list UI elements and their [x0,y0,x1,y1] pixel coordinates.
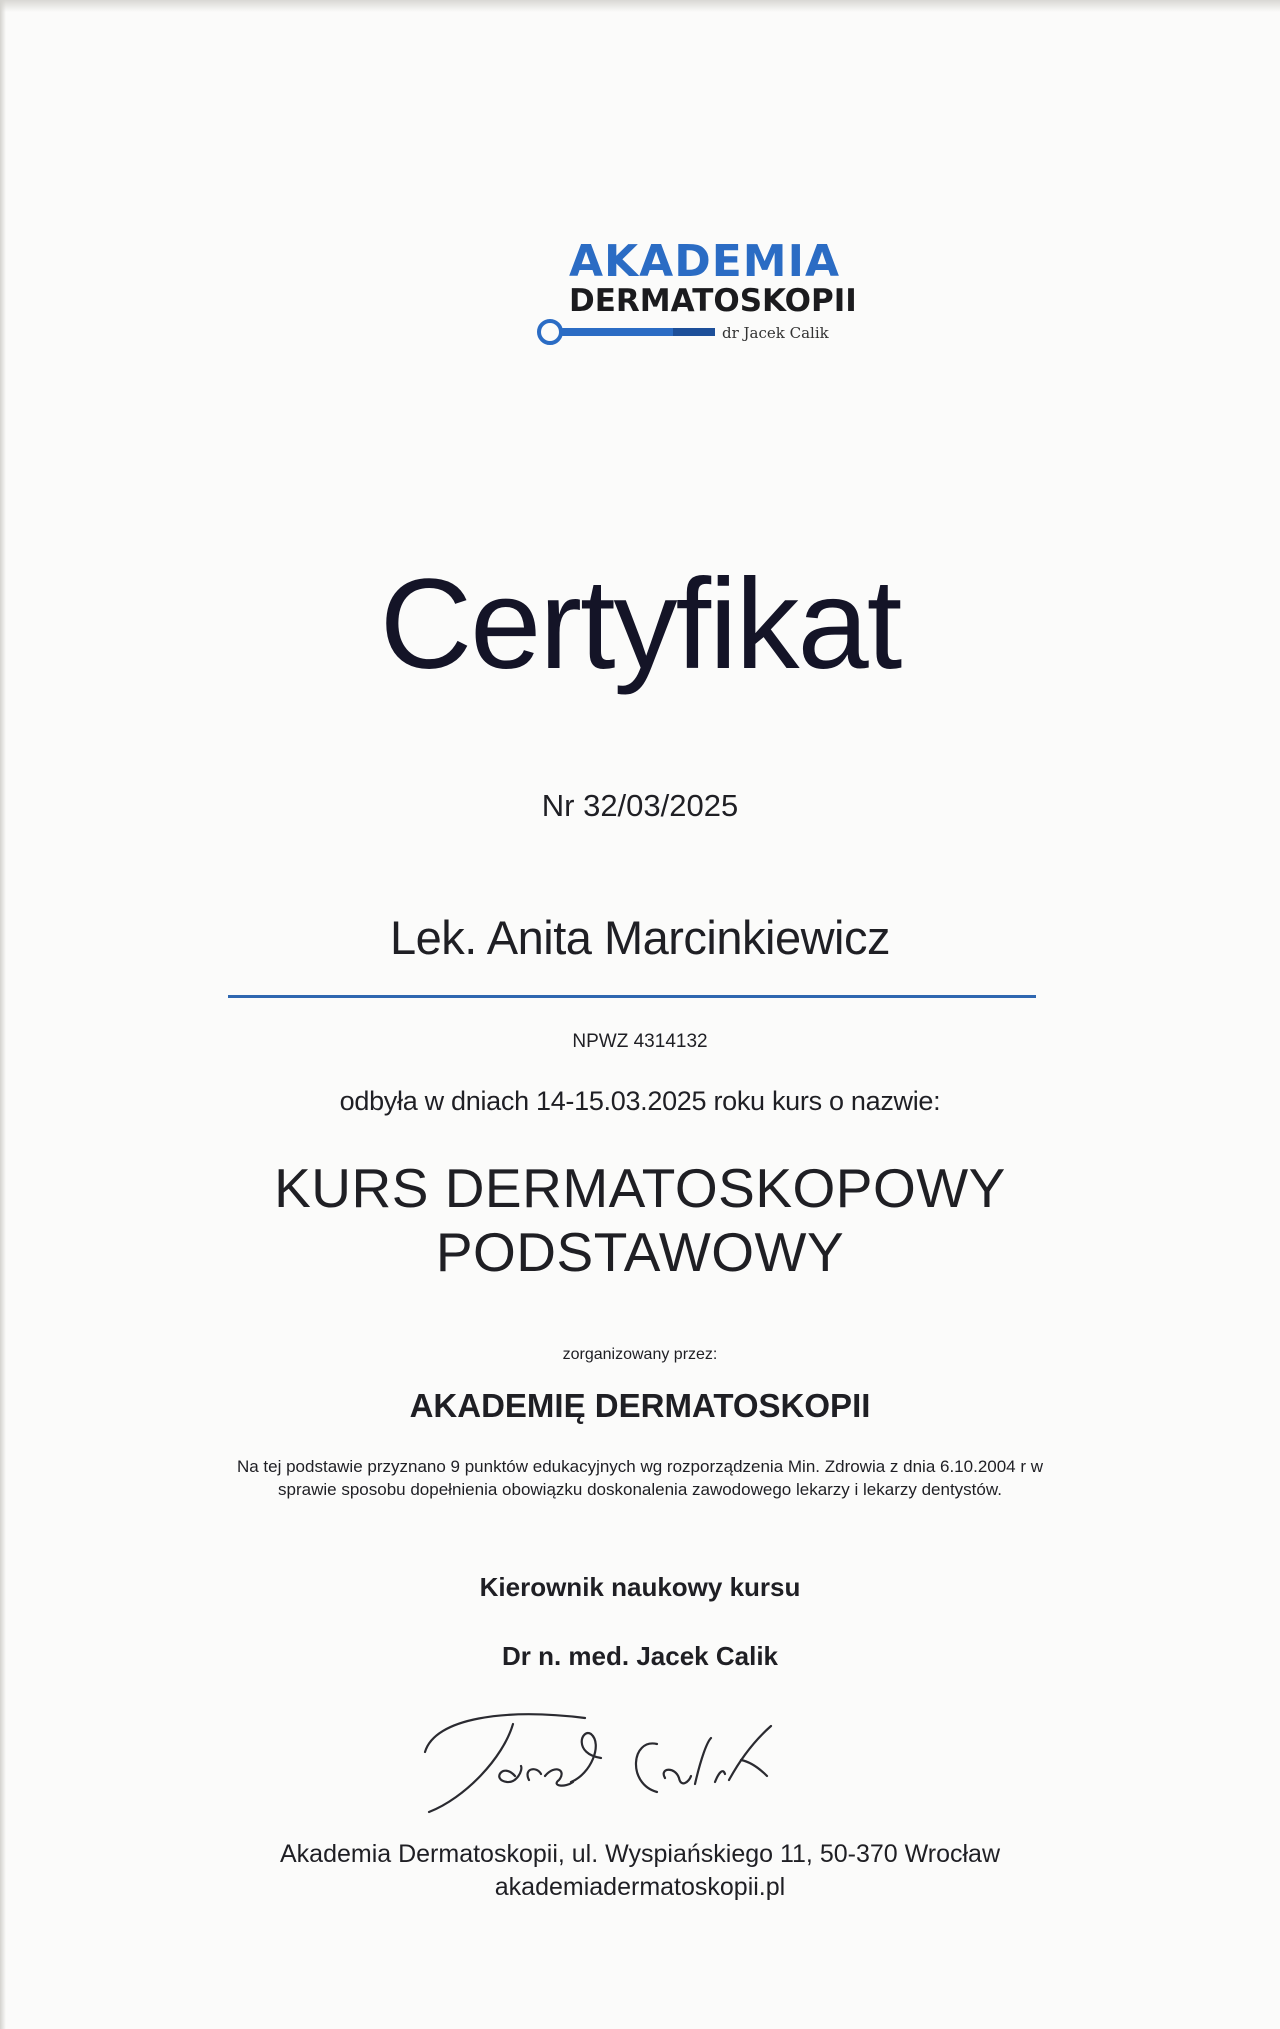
footer-address: Akademia Dermatoskopii, ul. Wyspiańskiego 11, 50-370 Wrocław [279,1840,1000,1868]
logo-line-dermatoskopii: DERMATOSKOPII [569,283,857,319]
organizer-name: AKADEMIĘ DERMATOSKOPII [409,1387,871,1424]
course-name [0,1156,1280,1284]
handwritten-signature [395,1688,865,1828]
organized-by-label: zorganizowany przez: [562,1346,718,1363]
certificate-title: Certyfikat [379,553,901,696]
recipient-name: Lek. Anita Marcinkiewicz [390,911,890,964]
akademia-dermatoskopii-logo [535,236,857,350]
logo-subline: dr Jacek Calik [722,324,829,342]
course-intro-text: odbyła w dniach 14-15.03.2025 roku kurs o nazwie: [339,1086,941,1116]
course-name-line-2: PODSTAWOWY [435,1221,845,1283]
legal-notice-line-1: Na tej podstawie przyznano 9 punktów edukacyjnych wg rozporządzenia Min. Zdrowia z dnia 6.10.2004 r w [236,1457,1044,1476]
supervisor-label: Kierownik naukowy kursu [479,1572,801,1602]
logo-line-akademia: AKADEMIA [569,236,840,287]
npwz-number: NPWZ 4314132 [572,1031,708,1052]
course-name-line-1: KURS DERMATOSKOPOWY [274,1157,1006,1219]
recipient-underline [228,995,1036,998]
supervisor-name: Dr n. med. Jacek Calik [501,1641,779,1671]
legal-notice-line-2: sprawie sposobu dopełnienia obowiązku doskonalenia zawodowego lekarzy i lekarzy dentystów. [278,1480,1002,1499]
legal-notice [0,1455,1280,1501]
footer-website: akademiadermatoskopii.pl [494,1873,786,1901]
certificate-number: Nr 32/03/2025 [541,788,739,823]
